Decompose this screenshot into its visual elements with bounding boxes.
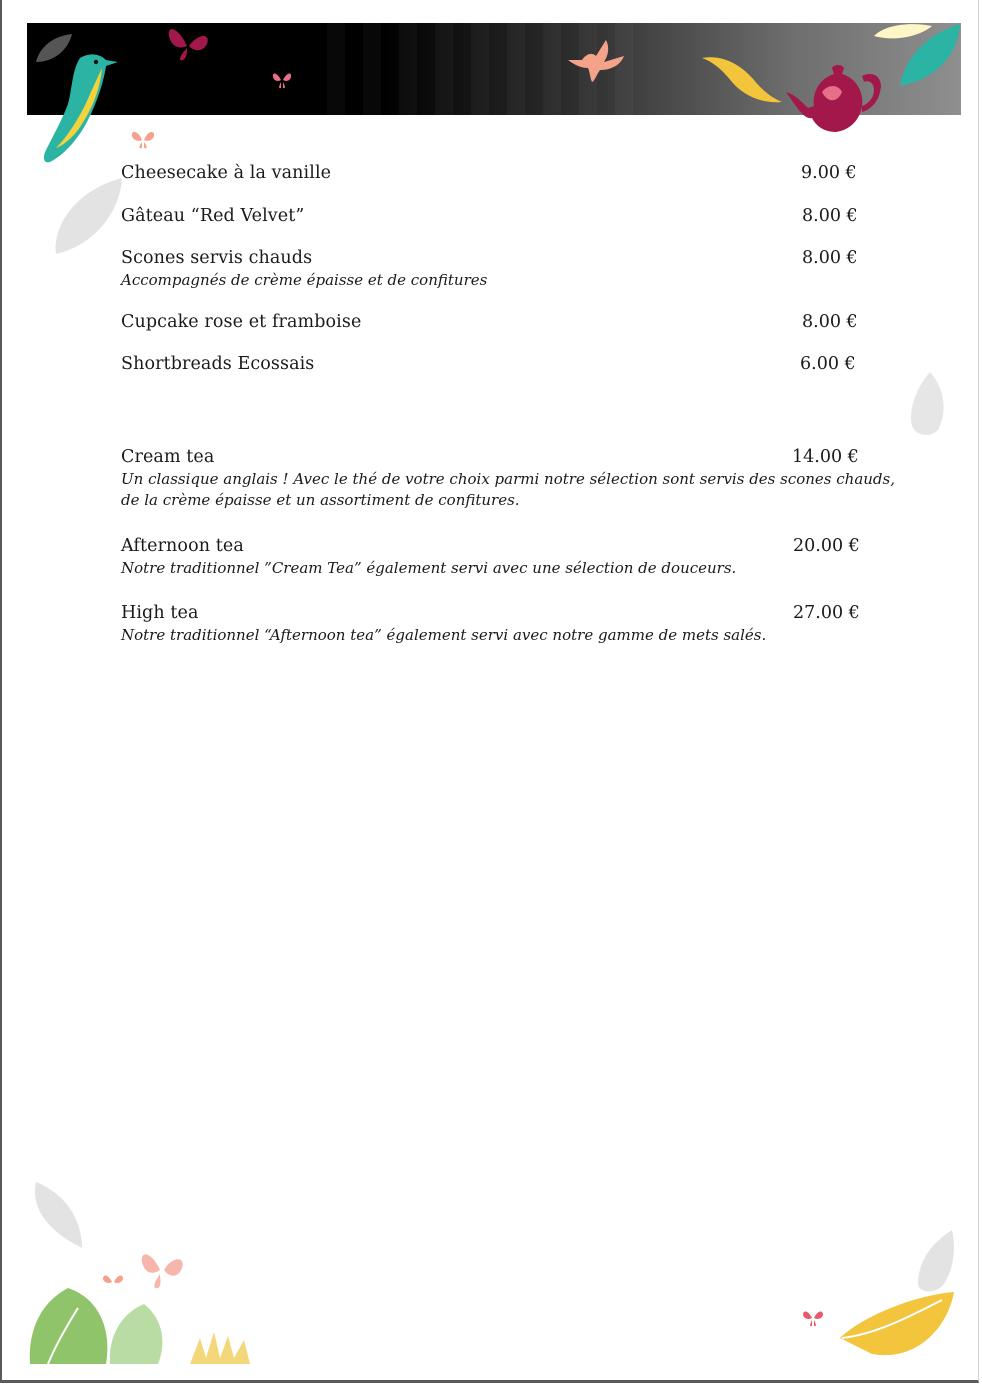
small-butterfly-icon xyxy=(272,70,292,90)
grey-leaf-bottom-right-icon xyxy=(914,1228,956,1296)
menu-item-cheesecake xyxy=(121,163,861,187)
menu-item-cupcake xyxy=(121,312,861,336)
teal-leaf-icon xyxy=(898,22,962,88)
item-name: Gâteau “Red Velvet” xyxy=(121,206,305,226)
teapot-icon xyxy=(784,62,886,136)
item-description: Notre traditionnel “Afternoon tea” également servi avec notre gamme de mets salés. xyxy=(121,626,767,644)
menu-item-cream-tea xyxy=(121,447,896,515)
bird-icon xyxy=(40,50,122,166)
item-price: 9.00 € xyxy=(801,163,857,183)
item-name: Cheesecake à la vanille xyxy=(121,163,332,183)
salmon-butterfly-icon xyxy=(130,128,156,150)
menu-item-red-velvet xyxy=(121,206,861,230)
item-description: Accompagnés de crème épaisse et de confitures xyxy=(121,271,488,289)
item-name: Scones servis chauds xyxy=(121,248,313,268)
item-price: 8.00 € xyxy=(802,312,858,332)
item-price: 8.00 € xyxy=(802,206,858,226)
green-leaves-icon xyxy=(28,1284,168,1366)
item-price: 20.00 € xyxy=(793,536,860,556)
grey-feather-bottom-icon xyxy=(30,1180,84,1250)
butterfly-icon xyxy=(165,24,211,64)
yellow-leaf-icon xyxy=(702,54,784,104)
item-description: Notre traditionnel ”Cream Tea” également servi avec une sélection de douceurs. xyxy=(121,559,737,577)
item-name: Cream tea xyxy=(121,447,215,467)
grey-feather-icon xyxy=(52,176,124,256)
item-price: 14.00 € xyxy=(792,447,859,467)
item-price: 8.00 € xyxy=(802,248,858,268)
item-description-line-2: de la crème épaisse et un assortiment de confitures. xyxy=(121,491,520,509)
menu-item-afternoon-tea xyxy=(121,536,861,582)
yellow-flower-icon xyxy=(186,1328,254,1366)
item-name: Afternoon tea xyxy=(121,536,244,556)
menu-item-scones xyxy=(121,248,861,294)
item-name: High tea xyxy=(121,603,199,623)
menu-item-high-tea xyxy=(121,603,861,649)
item-name: Shortbreads Ecossais xyxy=(121,354,315,374)
item-price: 27.00 € xyxy=(793,603,860,623)
red-butterfly-icon xyxy=(802,1308,824,1328)
grey-leaf-right-icon xyxy=(908,370,948,438)
item-price: 6.00 € xyxy=(800,354,856,374)
hummingbird-icon xyxy=(566,38,628,84)
menu-item-shortbreads xyxy=(121,354,861,378)
yellow-leaf-bottom-icon xyxy=(838,1290,956,1362)
item-name: Cupcake rose et framboise xyxy=(121,312,362,332)
item-description-line-1: Un classique anglais ! Avec le thé de votre choix parmi notre sélection sont servis des scones chauds, xyxy=(121,470,896,488)
